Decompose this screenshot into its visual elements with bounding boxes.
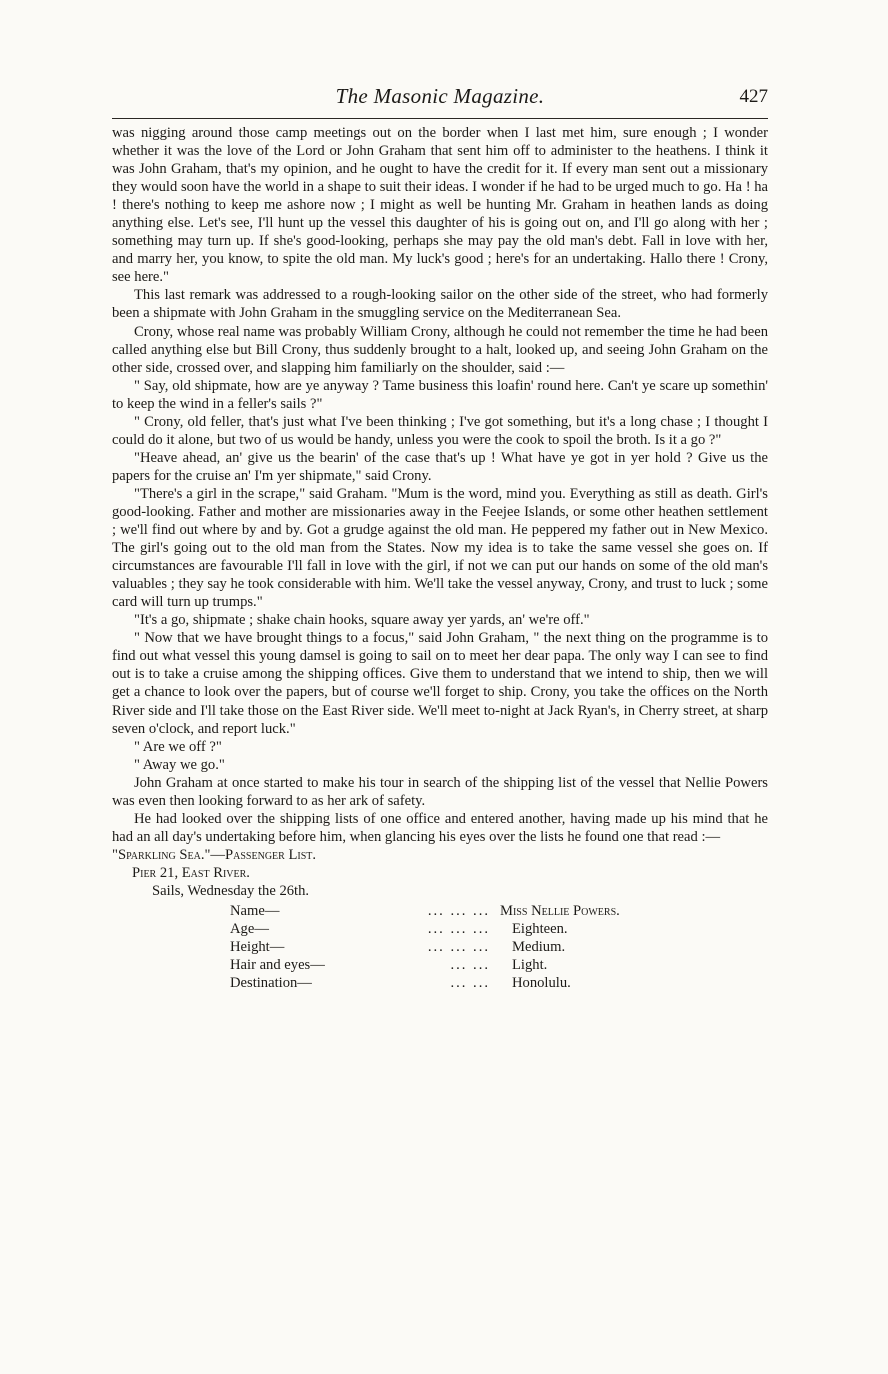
table-row <box>230 920 768 938</box>
list-title: Passenger List. <box>225 846 317 863</box>
passenger-list <box>112 846 768 992</box>
row-label: Hair and eyes— <box>230 957 325 974</box>
leader-dots: ... ... ... <box>427 921 490 938</box>
row-label: Height— <box>230 939 285 956</box>
leader-dots: ... ... <box>450 975 490 992</box>
paragraph: Crony, whose real name was probably William Crony, although he could not remember the time he had been called anything else but Bill Crony, thus suddenly brought to a halt, looked up, and seeing John Graham on the other side, crossed over, and slapping him familiarly on the shoulder, said :— <box>112 323 768 376</box>
paragraph: "It's a go, shipmate ; shake chain hooks, square away yer yards, an' we're off." <box>134 612 590 629</box>
leader-dots: ... ... ... <box>427 903 490 920</box>
row-value: Light. <box>512 957 548 974</box>
ship-name: Sparkling Sea. <box>117 846 205 863</box>
paragraph: He had looked over the shipping lists of one office and entered another, having made up his mind that he had an all day's undertaking before him, when glancing his eyes over the lists he found one that read :— <box>112 810 768 845</box>
row-value: Medium. <box>512 939 566 956</box>
row-label: Age— <box>230 921 269 938</box>
paragraph: " Are we off ?" <box>134 738 222 755</box>
row-value: Honolulu. <box>512 975 571 992</box>
running-title: The Masonic Magazine. <box>335 84 545 108</box>
page-number: 427 <box>739 86 768 107</box>
paragraph: John Graham at once started to make his tour in search of the shipping list of the vessel that Nellie Powers was even then looking forward to as her ark of safety. <box>112 774 768 809</box>
row-label: Destination— <box>230 975 312 992</box>
paragraph: " Crony, old feller, that's just what I've been thinking ; I've got something, but it's a long chase ; I thought I could do it alone, but two of us would be handy, unless you were the cook to spoil the broth. Is it a go ?" <box>112 413 768 448</box>
paragraph: "Heave ahead, an' give us the bearin' of the case that's up ! What have ye got in yer hold ? Give us the papers for the cruise an' I'm yer shipmate," said Crony. <box>112 449 768 484</box>
passenger-table <box>112 902 768 992</box>
pier-line: Pier 21, East River. <box>132 864 250 881</box>
row-value: Eighteen. <box>512 921 568 938</box>
table-row <box>230 902 768 920</box>
row-value: Miss Nellie Powers. <box>500 903 620 920</box>
paragraph: was nigging around those camp meetings out on the border when I last met him, sure enough ; I wonder whether it was the love of the Lord or John Graham that sent him off to administer to the heathens. I think it was John Graham, that's my opinion, and he ought to have the credit for it. If every man sent out a missionary they would soon have the world in a shape to suit their ideas. I wonder if he had to be urged much to go. Ha ! ha ! there's nothing to keep me ashore now ; I might as well be hunting Mr. Graham in heathen lands as doing anything else. Let's see, I'll hunt up the vessel this daughter of his is going out on, and I'll go along with her ; something may turn up. If she's good-looking, perhaps she may pay the old man's debt. Fall in love with her, and marry her, you know, to spite the old man. My luck's good ; here's for an undertaking. Hallo there ! Crony, see here." <box>112 125 768 286</box>
paragraph: " Away we go." <box>134 756 225 773</box>
leader-dots: ... ... <box>450 957 490 974</box>
page-header <box>112 84 768 120</box>
header-rule <box>112 118 768 119</box>
table-row <box>230 938 768 956</box>
paragraph: This last remark was addressed to a rough-looking sailor on the other side of the street, who had formerly been a shipmate with John Graham in the smuggling service on the Mediterranean Sea. <box>112 287 768 322</box>
paragraph: "There's a girl in the scrape," said Graham. "Mum is the word, mind you. Everything as still as death. Girl's good-looking. Father and mother are missionaries away in the Feejee Islands, or some other heathen settlement ; we'll find out where by and by. Got a grudge against the old man. He peppered my father out in New Mexico. The girl's going out to the old man from the States. Now my idea is to take the same vessel she goes on. If circumstances are favourable I'll fall in love with the girl, if not we can put our hands on some of the old man's valuables ; they say he took considerable with him. We'll take the vessel anyway, Crony, and trust to luck ; some card will turn up trumps." <box>112 485 768 611</box>
table-row <box>230 956 768 974</box>
table-row <box>230 974 768 992</box>
paragraph: " Now that we have brought things to a focus," said John Graham, " the next thing on the programme is to find out what vessel this young damsel is going to sail on to meet her dear papa. The only way I can see to find out is to take a cruise among the shipping offices. Give them to understand that we intend to ship, then we will get a chance to look over the papers, but of course we'll forget to ship. Crony, you take the offices on the North River side and I'll take those on the East River side. We'll meet to-night at Jack Ryan's, in Cherry street, at sharp seven o'clock, and report luck." <box>112 630 768 737</box>
article-body <box>112 124 768 992</box>
sails-line: Sails, Wednesday the 26th. <box>152 882 310 899</box>
paragraph: " Say, old shipmate, how are ye anyway ? Tame business this loafin' round here. Can't ye scare up somethin' to keep the wind in a feller's sails ?" <box>112 377 768 412</box>
passenger-list-title: "Sparkling Sea."—Passenger List. <box>112 846 317 863</box>
row-label: Name— <box>230 903 280 920</box>
leader-dots: ... ... ... <box>427 939 490 956</box>
